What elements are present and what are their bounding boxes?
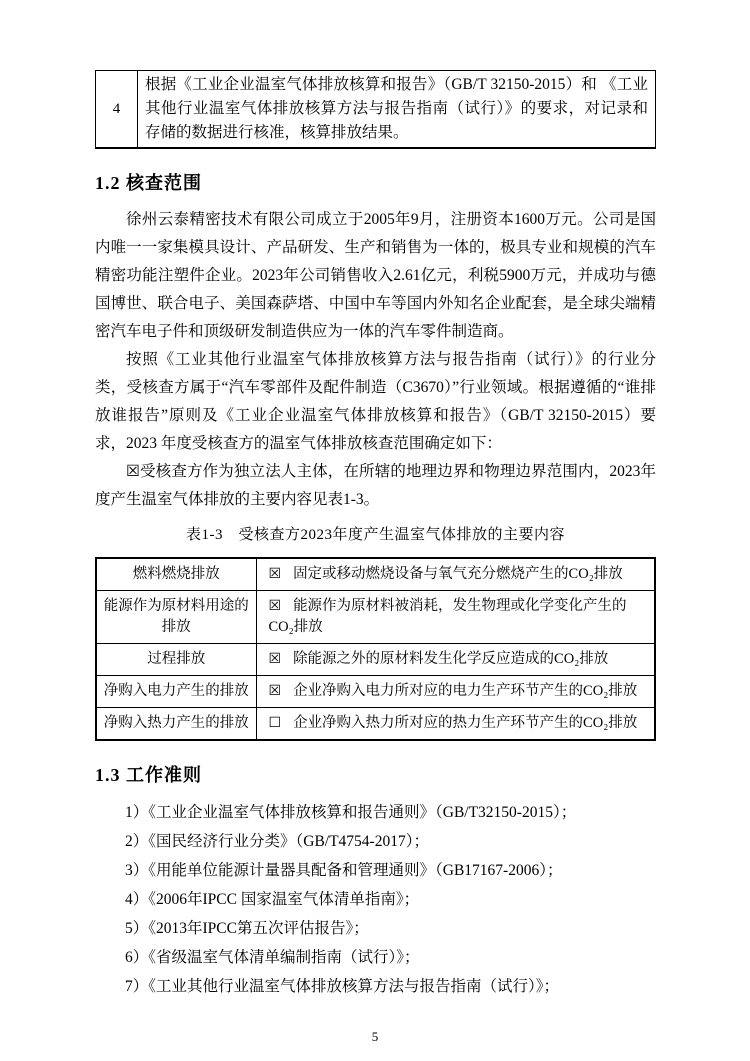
criteria-item: 5）《2013年IPCC第五次评估报告》； <box>125 920 369 937</box>
table-row <box>96 676 655 708</box>
page-content <box>95 70 656 1005</box>
checkbox-checked-icon: ☒ <box>268 598 282 614</box>
criteria-item: 6）《省级温室气体清单编制指南（试行）》； <box>125 949 420 966</box>
continued-procedure-table <box>95 70 656 149</box>
table-row <box>96 558 655 591</box>
emission-description-cell <box>256 558 655 591</box>
checkbox-unchecked-icon: ☐ <box>268 715 282 731</box>
emission-description: 除能源之外的原材料发生化学反应造成的CO₂排放 <box>293 651 609 667</box>
criteria-item: 1）《工业企业温室气体排放核算和报告通则》（GB/T32150-2015）； <box>125 804 577 821</box>
procedure-step-number: 4 <box>96 71 138 149</box>
checkbox-checked-icon: ☒ <box>268 651 282 667</box>
criteria-list <box>95 802 656 998</box>
emission-description-cell <box>256 591 655 644</box>
section-heading-criteria: 1.3 工作准则 <box>95 765 202 785</box>
checkbox-checked-icon: ☒ <box>268 566 282 582</box>
table-row <box>96 708 655 741</box>
criteria-item: 4）《2006年IPCC 国家温室气体清单指南》； <box>125 891 420 908</box>
emission-category: 净购入热力产生的排放 <box>96 708 256 741</box>
emission-table-caption: 表1-3 受核查方2023年度产生温室气体排放的主要内容 <box>186 527 565 543</box>
emission-description-cell <box>256 644 655 676</box>
page-number: 5 <box>371 1029 379 1044</box>
table-row <box>96 71 656 149</box>
procedure-step-text: 根据《工业企业温室气体排放核算和报告》（GB/T 32150-2015）和 《工业其他行业温室气体排放核算方法与报告指南（试行）》的要求，对记录和存储的数据进行核准，核算排放结果。 <box>138 71 656 149</box>
emission-category: 能源作为原材料用途的排放 <box>96 591 256 644</box>
emission-content-table <box>95 557 656 741</box>
emission-description-cell <box>256 676 655 708</box>
emission-description: 固定或移动燃烧设备与氧气充分燃烧产生的CO₂排放 <box>293 566 623 582</box>
paragraph-boundary-statement: ☒受核查方作为独立法人主体，在所辖的地理边界和物理边界范围内，2023年度产生温室气体排放的主要内容见表1-3。 <box>95 463 656 508</box>
emission-description-cell <box>256 708 655 741</box>
criteria-item: 7）《工业其他行业温室气体排放核算方法与报告指南（试行）》； <box>125 978 560 995</box>
emission-category: 过程排放 <box>96 644 256 676</box>
emission-description: 企业净购入热力所对应的热力生产环节产生的CO₂排放 <box>293 715 638 731</box>
section-heading-scope: 1.2 核查范围 <box>95 173 202 193</box>
paragraph-company-profile: 徐州云泰精密技术有限公司成立于2005年9月，注册资本1600万元。公司是国内唯一一家集模具设计、产品研发、生产和销售为一体的，极具专业和规模的汽车精密功能注塑件企业。2023年公司销售收入2.61亿元，利税5900万元，并成功与德国博世、联合电子、美国森萨塔、中国中车等国内外知名企业配套，是全球尖端精密汽车电子件和顶级研发制造供应为一体的汽车零件制造商。 <box>95 211 656 340</box>
emission-category: 燃料燃烧排放 <box>96 558 256 591</box>
criteria-item: 2）《国民经济行业分类》（GB/T4754-2017）； <box>125 833 429 850</box>
emission-description: 能源作为原材料被消耗，发生物理或化学变化产生的CO₂排放 <box>268 598 627 635</box>
paragraph-industry-classification: 按照《工业其他行业温室气体排放核算方法与报告指南（试行）》的行业分类，受核查方属于“汽车零部件及配件制造（C3670）”行业领域。根据遵循的“谁排放谁报告”原则及《工业企业温室气体排放核算和报告》（GB/T 32150-2015）要求，2023 年度受核查方的温室气体排放核查范围确定如下： <box>95 351 656 452</box>
criteria-item: 3）《用能单位能源计量器具配备和管理通则》（GB17167-2006）； <box>125 862 563 879</box>
table-row <box>96 644 655 676</box>
emission-category: 净购入电力产生的排放 <box>96 676 256 708</box>
emission-description: 企业净购入电力所对应的电力生产环节产生的CO₂排放 <box>293 683 638 699</box>
checkbox-checked-icon: ☒ <box>268 683 282 699</box>
table-row <box>96 591 655 644</box>
